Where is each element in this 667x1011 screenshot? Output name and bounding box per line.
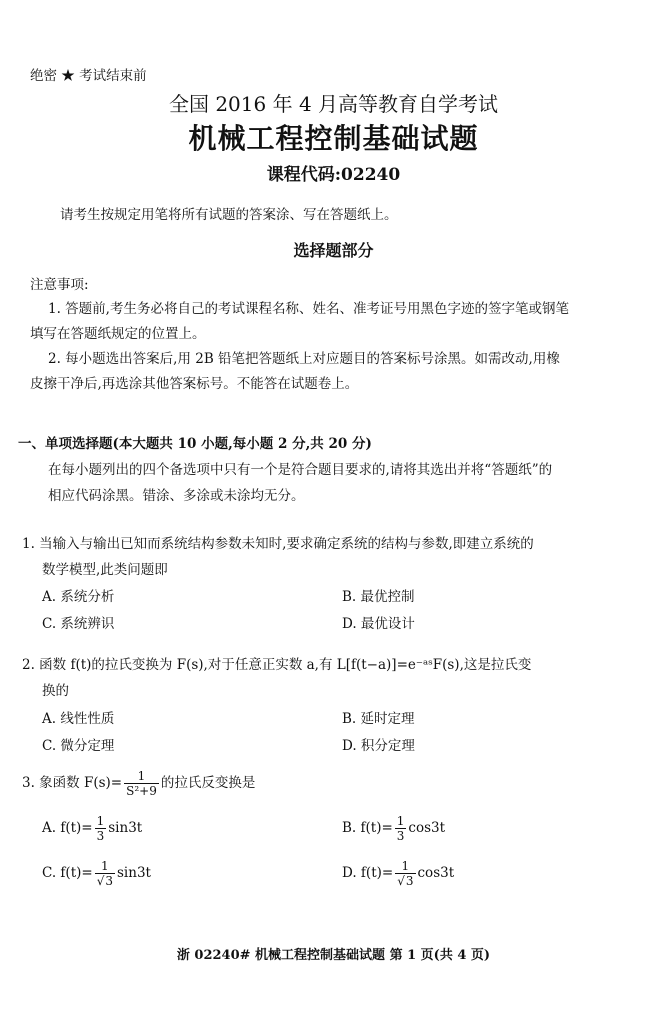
option-d-denominator: √3: [397, 874, 414, 888]
question-1-stem-line2: 数学模型,此类问题即: [42, 562, 168, 578]
option-b-numerator: 1: [396, 814, 405, 828]
question-3-stem: [22, 770, 255, 797]
question-2-stem-line1: 2. 函数 f(t)的拉氏变换为 F(s),对于任意正实数 a,有 L[f(t−a)]=e⁻ᵃˢF(s),这是拉氏变: [22, 657, 532, 673]
option-a-denominator: 3: [96, 829, 105, 843]
option-d-radicand: 3: [405, 874, 414, 888]
option-a-suffix: sin3t: [108, 820, 143, 836]
question-3-stem-suffix: 的拉氏反变换是: [160, 775, 256, 791]
question-3-numerator: 1: [137, 769, 146, 783]
option-c-denominator: √3: [96, 874, 113, 888]
question-3-option-c: [42, 860, 151, 887]
option-b-denominator: 3: [396, 829, 405, 843]
question-2-option-b: B. 延时定理: [342, 711, 415, 727]
option-a-numerator: 1: [96, 814, 105, 828]
option-d-fraction: [395, 860, 415, 887]
option-c-numerator: 1: [101, 859, 109, 873]
question-3-denominator: S²+9: [126, 784, 157, 798]
course-code: 课程代码:02240: [266, 165, 401, 185]
question-1-option-a: A. 系统分析: [42, 589, 115, 605]
question-3-option-a: [42, 815, 142, 842]
question-1-stem-line1: 1. 当输入与输出已知而系统结构参数未知时,要求确定系统的结构与参数,即建立系统的: [22, 536, 534, 552]
option-d-numerator: 1: [401, 859, 410, 873]
question-3-stem-prefix: 3. 象函数 F(s)=: [22, 775, 123, 791]
secret-mark: 绝密 ★ 考试结束前: [30, 68, 147, 84]
option-b-prefix: B. f(t)=: [342, 820, 393, 836]
option-b-suffix: cos3t: [408, 820, 446, 836]
option-a-fraction: [95, 815, 107, 842]
notes-item1-line2: 填写在答题纸规定的位置上。: [30, 326, 206, 342]
notes-item2-line1: 2. 每小题选出答案后,用 2B 铅笔把答题纸上对应题目的答案标号涂黑。如需改动,用橡: [48, 351, 560, 367]
question-1-option-c: C. 系统辨识: [42, 616, 115, 632]
part1-desc-line2: 相应代码涂黑。错涂、多涂或未涂均无分。: [48, 488, 305, 504]
question-3-fraction: [124, 770, 159, 797]
notes-heading: 注意事项:: [30, 277, 89, 293]
question-2-option-c: C. 微分定理: [42, 738, 115, 754]
notes-item1-line1: 1. 答题前,考生务必将自己的考试课程名称、姓名、准考证号用黑色字迹的签字笔或钢笔: [48, 301, 569, 317]
instruction-text: 请考生按规定用笔将所有试题的答案涂、写在答题纸上。: [60, 207, 398, 223]
question-1-option-b: B. 最优控制: [342, 589, 415, 605]
option-b-fraction: [395, 815, 407, 842]
question-2-option-a: A. 线性性质: [42, 711, 115, 727]
part1-heading: 一、单项选择题(本大题共 10 小题,每小题 2 分,共 20 分): [18, 436, 372, 452]
question-3-option-d: [342, 860, 454, 887]
option-d-suffix: cos3t: [417, 865, 455, 881]
option-c-fraction: [95, 860, 115, 887]
paper-title: 机械工程控制基础试题: [188, 122, 479, 155]
option-c-radicand: 3: [105, 874, 113, 888]
option-d-prefix: D. f(t)=: [342, 865, 394, 881]
option-c-prefix: C. f(t)=: [42, 865, 93, 881]
question-2-option-d: D. 积分定理: [342, 738, 415, 754]
page-footer: 浙 02240# 机械工程控制基础试题 第 1 页(共 4 页): [176, 948, 491, 963]
part1-desc-line1: 在每小题列出的四个备选项中只有一个是符合题目要求的,请将其选出并将“答题纸”的: [48, 462, 553, 478]
question-2-stem-line2: 换的: [42, 683, 69, 699]
question-3-option-b: [342, 815, 445, 842]
question-1-option-d: D. 最优设计: [342, 616, 415, 632]
exam-title: 全国 2016 年 4 月高等教育自学考试: [168, 92, 499, 116]
notes-item2-line2: 皮擦干净后,再选涂其他答案标号。不能答在试题卷上。: [30, 376, 359, 392]
option-c-suffix: sin3t: [117, 865, 151, 881]
section-title: 选择题部分: [293, 241, 374, 260]
option-a-prefix: A. f(t)=: [42, 820, 93, 836]
